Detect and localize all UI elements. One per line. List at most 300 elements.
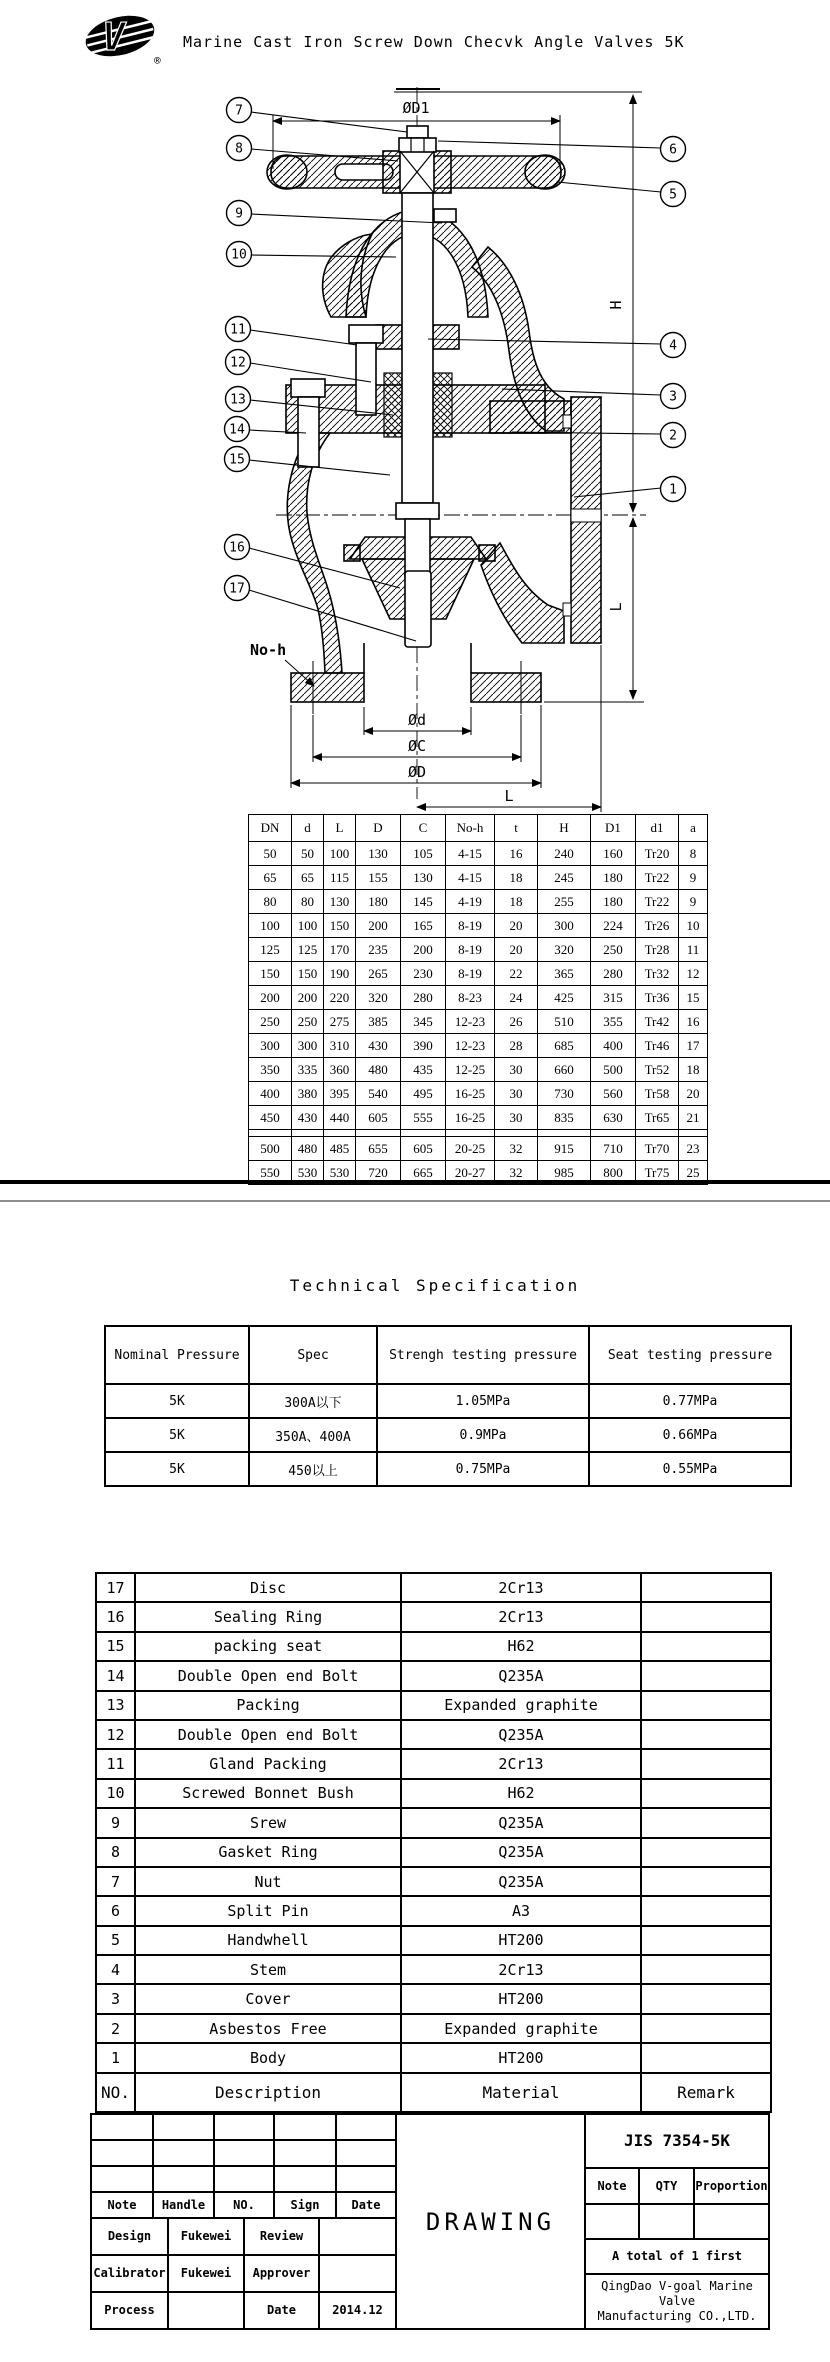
callout-6 [661, 137, 686, 162]
table-cell: 11 [96, 1749, 135, 1778]
svg-text:2: 2 [669, 428, 677, 444]
table-cell: 450 [249, 1106, 292, 1130]
table-cell: Tr75 [636, 1161, 679, 1185]
table-cell: 130 [401, 866, 446, 890]
table-cell: 8-19 [446, 914, 495, 938]
callout-7 [227, 98, 252, 123]
table-cell: 500 [249, 1137, 292, 1161]
table-cell: 150 [292, 962, 324, 986]
table-cell: 80 [249, 890, 292, 914]
table-cell: 165 [401, 914, 446, 938]
table-cell: 18 [495, 866, 538, 890]
table-row [249, 914, 708, 938]
table-cell: 8-19 [446, 938, 495, 962]
empty-cell [584, 2203, 640, 2240]
table-row [96, 1779, 771, 1808]
svg-text:1: 1 [669, 482, 677, 498]
review-name [318, 2217, 397, 2256]
svg-text:7: 7 [235, 103, 243, 119]
table-cell: 350A、400A [249, 1418, 377, 1452]
table-cell [641, 1779, 771, 1808]
callout-11 [226, 317, 251, 342]
calibrator-label: Calibrator [90, 2254, 169, 2293]
sign-header-no: NO. [213, 2191, 275, 2219]
table-cell: 28 [495, 1034, 538, 1058]
company-line1: QingDao V-goal Marine Valve [601, 2279, 753, 2308]
table-cell: 20-27 [446, 1161, 495, 1185]
table-cell: Tr28 [636, 938, 679, 962]
table-cell [641, 1632, 771, 1661]
table-cell: 170 [324, 938, 356, 962]
table-cell: 250 [292, 1010, 324, 1034]
table-row [249, 890, 708, 914]
stem-collar [396, 503, 439, 519]
bottom-flange-left [291, 673, 364, 702]
table-cell: 630 [591, 1106, 636, 1130]
table-cell: 2Cr13 [401, 1573, 641, 1602]
gap-cell [538, 1130, 591, 1137]
table-cell: 32 [495, 1161, 538, 1185]
table-cell: 220 [324, 986, 356, 1010]
table-row [96, 1867, 771, 1896]
table-cell: 355 [591, 1010, 636, 1034]
table-cell: 430 [356, 1034, 401, 1058]
design-name: Fukewei [167, 2217, 245, 2256]
table-cell: 0.66MPa [589, 1418, 791, 1452]
table-cell: Q235A [401, 1661, 641, 1690]
table-cell: 1 [96, 2043, 135, 2072]
table-cell: 500 [591, 1058, 636, 1082]
callout-15 [225, 447, 250, 472]
table-cell: 230 [401, 962, 446, 986]
table-cell: 430 [292, 1106, 324, 1130]
table-cell: 3 [96, 1984, 135, 2013]
table-cell: Gland Packing [135, 1749, 401, 1778]
table-cell: 480 [356, 1058, 401, 1082]
col-header: Seat testing pressure [589, 1326, 791, 1384]
callout-16 [225, 535, 250, 560]
table-row [249, 1082, 708, 1106]
empty-cell [90, 2113, 154, 2141]
table-cell: 16 [96, 1602, 135, 1631]
table-cell: Tr58 [636, 1082, 679, 1106]
gland-bolt-shank-lower [298, 397, 319, 467]
table-cell: H62 [401, 1632, 641, 1661]
svg-text:5: 5 [669, 187, 677, 203]
empty-cell [152, 2165, 215, 2193]
svg-text:13: 13 [230, 392, 246, 408]
table-cell: HT200 [401, 2043, 641, 2072]
table-cell: 2Cr13 [401, 1749, 641, 1778]
table-cell: 115 [324, 866, 356, 890]
table-cell [641, 1749, 771, 1778]
table-cell: 800 [591, 1161, 636, 1185]
table-cell: 12-23 [446, 1034, 495, 1058]
col-header: t [495, 815, 538, 842]
parts-table-footer [96, 2073, 771, 2112]
table-cell: Tr52 [636, 1058, 679, 1082]
table-cell: 440 [324, 1106, 356, 1130]
spec-table-header [105, 1326, 791, 1384]
table-cell: 720 [356, 1161, 401, 1185]
table-cell: 25 [679, 1161, 708, 1185]
table-cell [641, 1720, 771, 1749]
table-cell: 300 [249, 1034, 292, 1058]
table-cell: 20 [495, 938, 538, 962]
table-cell: 235 [356, 938, 401, 962]
bonnet-bush [434, 209, 456, 222]
table-cell: Q235A [401, 1838, 641, 1867]
table-cell: 8-23 [446, 986, 495, 1010]
svg-text:12: 12 [230, 355, 246, 371]
table-cell: 540 [356, 1082, 401, 1106]
table-row [249, 842, 708, 866]
table-cell: 100 [324, 842, 356, 866]
table-cell: 190 [324, 962, 356, 986]
table-cell: 605 [356, 1106, 401, 1130]
table-cell [641, 1926, 771, 1955]
callout-12 [226, 350, 251, 375]
table-cell: 10 [679, 914, 708, 938]
table-cell: Tr70 [636, 1137, 679, 1161]
table-row [105, 1452, 791, 1486]
table-cell: Cover [135, 1984, 401, 2013]
table-cell: 300A以下 [249, 1384, 377, 1418]
table-row [105, 1418, 791, 1452]
table-row [249, 866, 708, 890]
sign-header-handle: Handle [152, 2191, 215, 2219]
gap-cell [679, 1130, 708, 1137]
dim-holes-note: No-h [250, 641, 287, 659]
table-cell: Nut [135, 1867, 401, 1896]
table-cell: 30 [495, 1106, 538, 1130]
table-cell: 17 [96, 1573, 135, 1602]
date-value: 2014.12 [318, 2291, 397, 2330]
stem-nut [399, 138, 436, 152]
table-cell: 315 [591, 986, 636, 1010]
empty-cell [335, 2113, 397, 2141]
col-header: H [538, 815, 591, 842]
table-cell: H62 [401, 1779, 641, 1808]
svg-text:16: 16 [229, 540, 245, 556]
table-cell: 200 [292, 986, 324, 1010]
table-cell: Tr20 [636, 842, 679, 866]
table-cell: Disc [135, 1573, 401, 1602]
table-cell: 80 [292, 890, 324, 914]
empty-cell [273, 2113, 337, 2141]
table-cell: 155 [356, 866, 401, 890]
table-cell: Srew [135, 1808, 401, 1837]
table-cell: Tr22 [636, 890, 679, 914]
table-cell: 10 [96, 1779, 135, 1808]
dim-side-length: L [607, 602, 625, 612]
logo-letter: V [102, 15, 125, 59]
table-cell: Packing [135, 1691, 401, 1720]
gap-cell [636, 1130, 679, 1137]
table-cell: 660 [538, 1058, 591, 1082]
table-row [105, 1384, 791, 1418]
table-cell: 250 [591, 938, 636, 962]
table-cell: 32 [495, 1137, 538, 1161]
table-cell: 385 [356, 1010, 401, 1034]
table-cell: 7 [96, 1867, 135, 1896]
table-cell: 275 [324, 1010, 356, 1034]
table-cell: 145 [401, 890, 446, 914]
dim-top-diameter: ØD1 [402, 99, 430, 117]
table-cell: 4-15 [446, 866, 495, 890]
col-header: D [356, 815, 401, 842]
table-row [96, 1691, 771, 1720]
table-cell: 9 [96, 1808, 135, 1837]
table-cell: 15 [679, 986, 708, 1010]
outlet-top-plate [490, 401, 571, 433]
table-cell: 16-25 [446, 1106, 495, 1130]
table-cell [641, 1691, 771, 1720]
table-cell: 380 [292, 1082, 324, 1106]
registered-icon: ® [154, 54, 161, 67]
table-cell: Tr65 [636, 1106, 679, 1130]
table-cell: 5K [105, 1418, 249, 1452]
table-cell: 24 [495, 986, 538, 1010]
table-row [249, 986, 708, 1010]
table-cell: 250 [249, 1010, 292, 1034]
dimension-table [248, 814, 708, 1185]
table-cell: 50 [292, 842, 324, 866]
table-cell: 530 [324, 1161, 356, 1185]
svg-text:14: 14 [229, 422, 245, 438]
svg-text:9: 9 [235, 206, 243, 222]
empty-cell [213, 2139, 275, 2167]
approver-name [318, 2254, 397, 2293]
col-header: C [401, 815, 446, 842]
table-cell: Q235A [401, 1720, 641, 1749]
col-header: d [292, 815, 324, 842]
table-cell: 5 [96, 1926, 135, 1955]
table-cell: 16 [679, 1010, 708, 1034]
table-gap-row [249, 1130, 708, 1137]
dim-height: H [607, 300, 625, 310]
table-cell: 50 [249, 842, 292, 866]
table-cell: packing seat [135, 1632, 401, 1661]
table-cell: 14 [96, 1661, 135, 1690]
footer-cell: Material [401, 2073, 641, 2112]
table-cell: 530 [292, 1161, 324, 1185]
table-cell: 300 [538, 914, 591, 938]
table-cell: 320 [538, 938, 591, 962]
table-cell: 665 [401, 1161, 446, 1185]
empty-cell [152, 2139, 215, 2167]
empty-cell [693, 2203, 770, 2240]
table-cell: Tr42 [636, 1010, 679, 1034]
callout-1 [661, 477, 686, 502]
table-cell: 9 [679, 866, 708, 890]
table-cell: 20 [679, 1082, 708, 1106]
svg-text:10: 10 [231, 247, 247, 263]
table-row [96, 1720, 771, 1749]
table-cell: 22 [495, 962, 538, 986]
side-flange-bore [571, 509, 601, 522]
table-cell: 20 [495, 914, 538, 938]
empty-cell [213, 2165, 275, 2193]
callout-8 [227, 136, 252, 161]
table-cell: Stem [135, 1955, 401, 1984]
empty-cell [273, 2165, 337, 2193]
table-cell: 180 [356, 890, 401, 914]
table-cell: 180 [591, 890, 636, 914]
table-cell: 265 [356, 962, 401, 986]
table-cell: Tr46 [636, 1034, 679, 1058]
table-cell: 835 [538, 1106, 591, 1130]
separator-line-gray [0, 1200, 830, 1202]
sign-header-note: Note [90, 2191, 154, 2219]
table-cell: 390 [401, 1034, 446, 1058]
review-label: Review [243, 2217, 320, 2256]
table-row [96, 1955, 771, 1984]
table-cell: 710 [591, 1137, 636, 1161]
table-cell: 9 [679, 890, 708, 914]
table-cell [641, 1838, 771, 1867]
table-cell: 425 [538, 986, 591, 1010]
table-row [249, 938, 708, 962]
table-cell: 16-25 [446, 1082, 495, 1106]
table-cell [641, 1808, 771, 1837]
table-cell: Q235A [401, 1808, 641, 1837]
table-cell: 550 [249, 1161, 292, 1185]
table-cell: 26 [495, 1010, 538, 1034]
separator-line-black [0, 1180, 830, 1184]
table-row [96, 1808, 771, 1837]
table-cell: 20-25 [446, 1137, 495, 1161]
callout-10 [227, 242, 252, 267]
col-header: Nominal Pressure [105, 1326, 249, 1384]
table-row [249, 1106, 708, 1130]
table-cell: 8 [96, 1838, 135, 1867]
table-cell: 2Cr13 [401, 1602, 641, 1631]
gland-bolt-head-upper [349, 325, 383, 343]
callout-17 [225, 576, 250, 601]
table-cell: 605 [401, 1137, 446, 1161]
table-cell: 360 [324, 1058, 356, 1082]
table-cell: 65 [292, 866, 324, 890]
table-cell: Tr26 [636, 914, 679, 938]
table-cell: 320 [356, 986, 401, 1010]
table-cell [641, 1573, 771, 1602]
table-cell: Expanded graphite [401, 1691, 641, 1720]
table-row [96, 1838, 771, 1867]
process-label: Process [90, 2291, 169, 2330]
table-cell: HT200 [401, 1926, 641, 1955]
total-note: A total of 1 first [584, 2238, 770, 2275]
table-cell: 200 [401, 938, 446, 962]
page-title: Marine Cast Iron Screw Down Checvk Angle Valves 5K [183, 33, 685, 51]
valve-section-drawing [150, 85, 710, 815]
footer-cell: Description [135, 2073, 401, 2112]
table-cell: 12-23 [446, 1010, 495, 1034]
svg-text:15: 15 [229, 452, 245, 468]
table-cell: Tr36 [636, 986, 679, 1010]
table-cell: 130 [324, 890, 356, 914]
table-cell: 685 [538, 1034, 591, 1058]
svg-text:6: 6 [669, 142, 677, 158]
table-cell [641, 1984, 771, 2013]
dimension-table-header [249, 815, 708, 842]
table-cell: 100 [249, 914, 292, 938]
table-cell: 100 [292, 914, 324, 938]
standard-number: JIS 7354-5K [584, 2113, 770, 2169]
empty-cell [90, 2165, 154, 2193]
table-cell: 2 [96, 2014, 135, 2043]
footer-cell: NO. [96, 2073, 135, 2112]
approver-label: Approver [243, 2254, 320, 2293]
table-cell: Double Open end Bolt [135, 1661, 401, 1690]
table-cell: 6 [96, 1896, 135, 1925]
table-row [96, 1661, 771, 1690]
table-cell: Double Open end Bolt [135, 1720, 401, 1749]
table-cell [641, 2043, 771, 2072]
table-cell: 510 [538, 1010, 591, 1034]
table-cell: Split Pin [135, 1896, 401, 1925]
table-cell: 400 [591, 1034, 636, 1058]
table-cell: 280 [401, 986, 446, 1010]
table-cell: Sealing Ring [135, 1602, 401, 1631]
table-cell: 5K [105, 1452, 249, 1486]
table-row [96, 1896, 771, 1925]
table-cell: 450以上 [249, 1452, 377, 1486]
col-header: Spec [249, 1326, 377, 1384]
svg-text:8: 8 [235, 141, 243, 157]
gland-right [433, 325, 459, 349]
table-cell [641, 1602, 771, 1631]
table-cell: 150 [249, 962, 292, 986]
qty-header-proportion: Proportion [693, 2167, 770, 2205]
date-label: Date [243, 2291, 320, 2330]
table-cell: 485 [324, 1137, 356, 1161]
gap-cell [401, 1130, 446, 1137]
table-row [249, 1058, 708, 1082]
table-cell: 335 [292, 1058, 324, 1082]
table-cell: 200 [249, 986, 292, 1010]
table-cell: 23 [679, 1137, 708, 1161]
table-cell: 0.77MPa [589, 1384, 791, 1418]
table-cell: 495 [401, 1082, 446, 1106]
empty-cell [638, 2203, 695, 2240]
table-cell: 150 [324, 914, 356, 938]
flange-notch-top [563, 415, 571, 428]
table-cell [641, 1896, 771, 1925]
table-cell: 1.05MPa [377, 1384, 589, 1418]
qty-header-note: Note [584, 2167, 640, 2205]
empty-cell [152, 2113, 215, 2141]
table-cell: 245 [538, 866, 591, 890]
gap-cell [591, 1130, 636, 1137]
table-row [249, 1034, 708, 1058]
table-cell: 130 [356, 842, 401, 866]
table-cell: Screwed Bonnet Bush [135, 1779, 401, 1808]
table-cell: 4 [96, 1955, 135, 1984]
table-cell: 280 [591, 962, 636, 986]
table-cell: 5K [105, 1384, 249, 1418]
svg-text:17: 17 [229, 581, 245, 597]
table-row [249, 1137, 708, 1161]
table-row [96, 1573, 771, 1602]
table-row [96, 2014, 771, 2043]
table-cell: 345 [401, 1010, 446, 1034]
callout-13 [226, 387, 251, 412]
footer-cell: Remark [641, 2073, 771, 2112]
gap-cell [324, 1130, 356, 1137]
design-label: Design [90, 2217, 169, 2256]
table-cell: 18 [679, 1058, 708, 1082]
